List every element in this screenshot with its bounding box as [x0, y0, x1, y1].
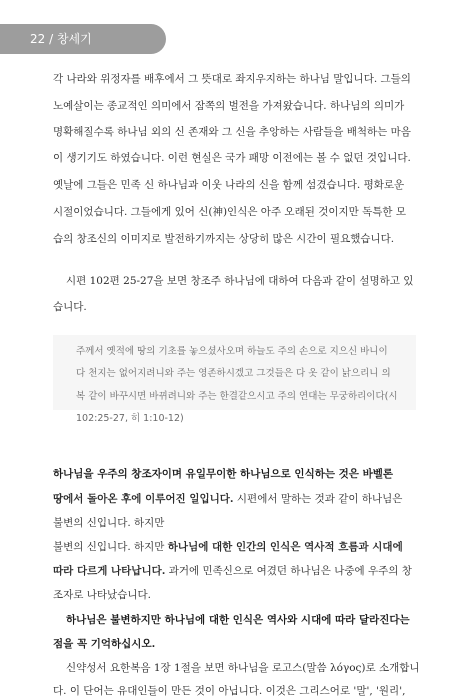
- quote-line: 102:25-27, 히 1:10-12): [76, 413, 184, 424]
- paragraph-line: 각 나라와 위정자를 배후에서 그 뜻대로 좌지우지하는 하나님 말입니다. 그들의: [53, 73, 411, 85]
- quote-line: 다 천지는 없어지려니와 주는 영존하시겠고 그것들은 다 옷 같이 낡으리니 의: [76, 368, 391, 379]
- emphasis-line: 하나님은 불변하지만 하나님에 대한 인식은 역사와 시대에 따라 달라진다는: [66, 614, 410, 626]
- paragraph-line: 신약성서 요한복음 1장 1절을 보면 하나님을 로고스(말씀 λόγος)로 소개합니: [66, 662, 420, 674]
- emphasis-line: 점을 꼭 기억하십시오.: [53, 638, 156, 650]
- paragraph-line: 시편 102편 25-27을 보면 창조주 하나님에 대하여 다음과 같이 설명하고 있: [66, 275, 414, 287]
- normal-span: 과거에 민족신으로 여겼던 하나님은 나중에 우주의 창: [165, 565, 412, 577]
- emphasis-span: 하나님에 대한 인간의 인식은 역사적 흐름과 시대에: [167, 541, 403, 553]
- paragraph-line: 습의 창조신의 이미지로 발전하기까지는 상당히 많은 시간이 필요했습니다.: [53, 233, 395, 245]
- emphasis-span: 땅에서 돌아온 후에 이루어진 일입니다.: [53, 493, 234, 505]
- paragraph-line: 다. 이 단어는 유대인들이 만든 것이 아닙니다. 이것은 그리스어로 '말', '원리',: [53, 685, 406, 697]
- paragraph-line: 노예살이는 종교적인 의미에서 잠쪽의 벌전을 가져왔습니다. 하나님의 의미가: [53, 100, 405, 112]
- quote-line: 주께서 옛적에 땅의 기초를 놓으셨사오며 하늘도 주의 손으로 지으신 바니이: [76, 346, 388, 357]
- paragraph-line: 명확해질수록 하나님 외의 신 존재와 그 신을 추앙하는 사람들을 배척하는 마음: [53, 126, 411, 138]
- paragraph-line: [53, 492, 402, 506]
- emphasis-line: 하나님을 우주의 창조자이며 유일무이한 하나님으로 인식하는 것은 바벨론: [53, 468, 394, 480]
- paragraph-line: [53, 540, 403, 554]
- normal-span: 불변의 신입니다. 하지만: [53, 541, 168, 553]
- page-number-label: 22 / 창세기: [30, 32, 92, 46]
- paragraph-line: 시절이었습니다. 그들에게 있어 신(神)인식은 아주 오래된 것이지만 독특한 모: [53, 206, 407, 218]
- paragraph-line: [53, 564, 412, 578]
- paragraph-line: 불변의 신입니다. 하지만: [53, 517, 165, 529]
- paragraph-line: 옛날에 그들은 민족 신 하나님과 이웃 나라의 신을 함께 섬겼습니다. 평화로운: [53, 179, 405, 191]
- paragraph-line: 조자로 나타났습니다.: [53, 589, 151, 601]
- quote-line: 복 같이 바꾸시면 바뀌려니와 주는 한결같으시고 주의 연대는 무궁하리이다(시: [76, 391, 398, 402]
- emphasis-span: 따라 다르게 나타납니다.: [53, 565, 166, 577]
- paragraph-line: 이 생기기도 하였습니다. 이런 현실은 국가 패망 이전에는 볼 수 없던 것입니다.: [53, 152, 411, 164]
- normal-span: 시편에서 말하는 것과 같이 하나님은: [233, 493, 403, 505]
- paragraph-line: 습니다.: [53, 301, 87, 313]
